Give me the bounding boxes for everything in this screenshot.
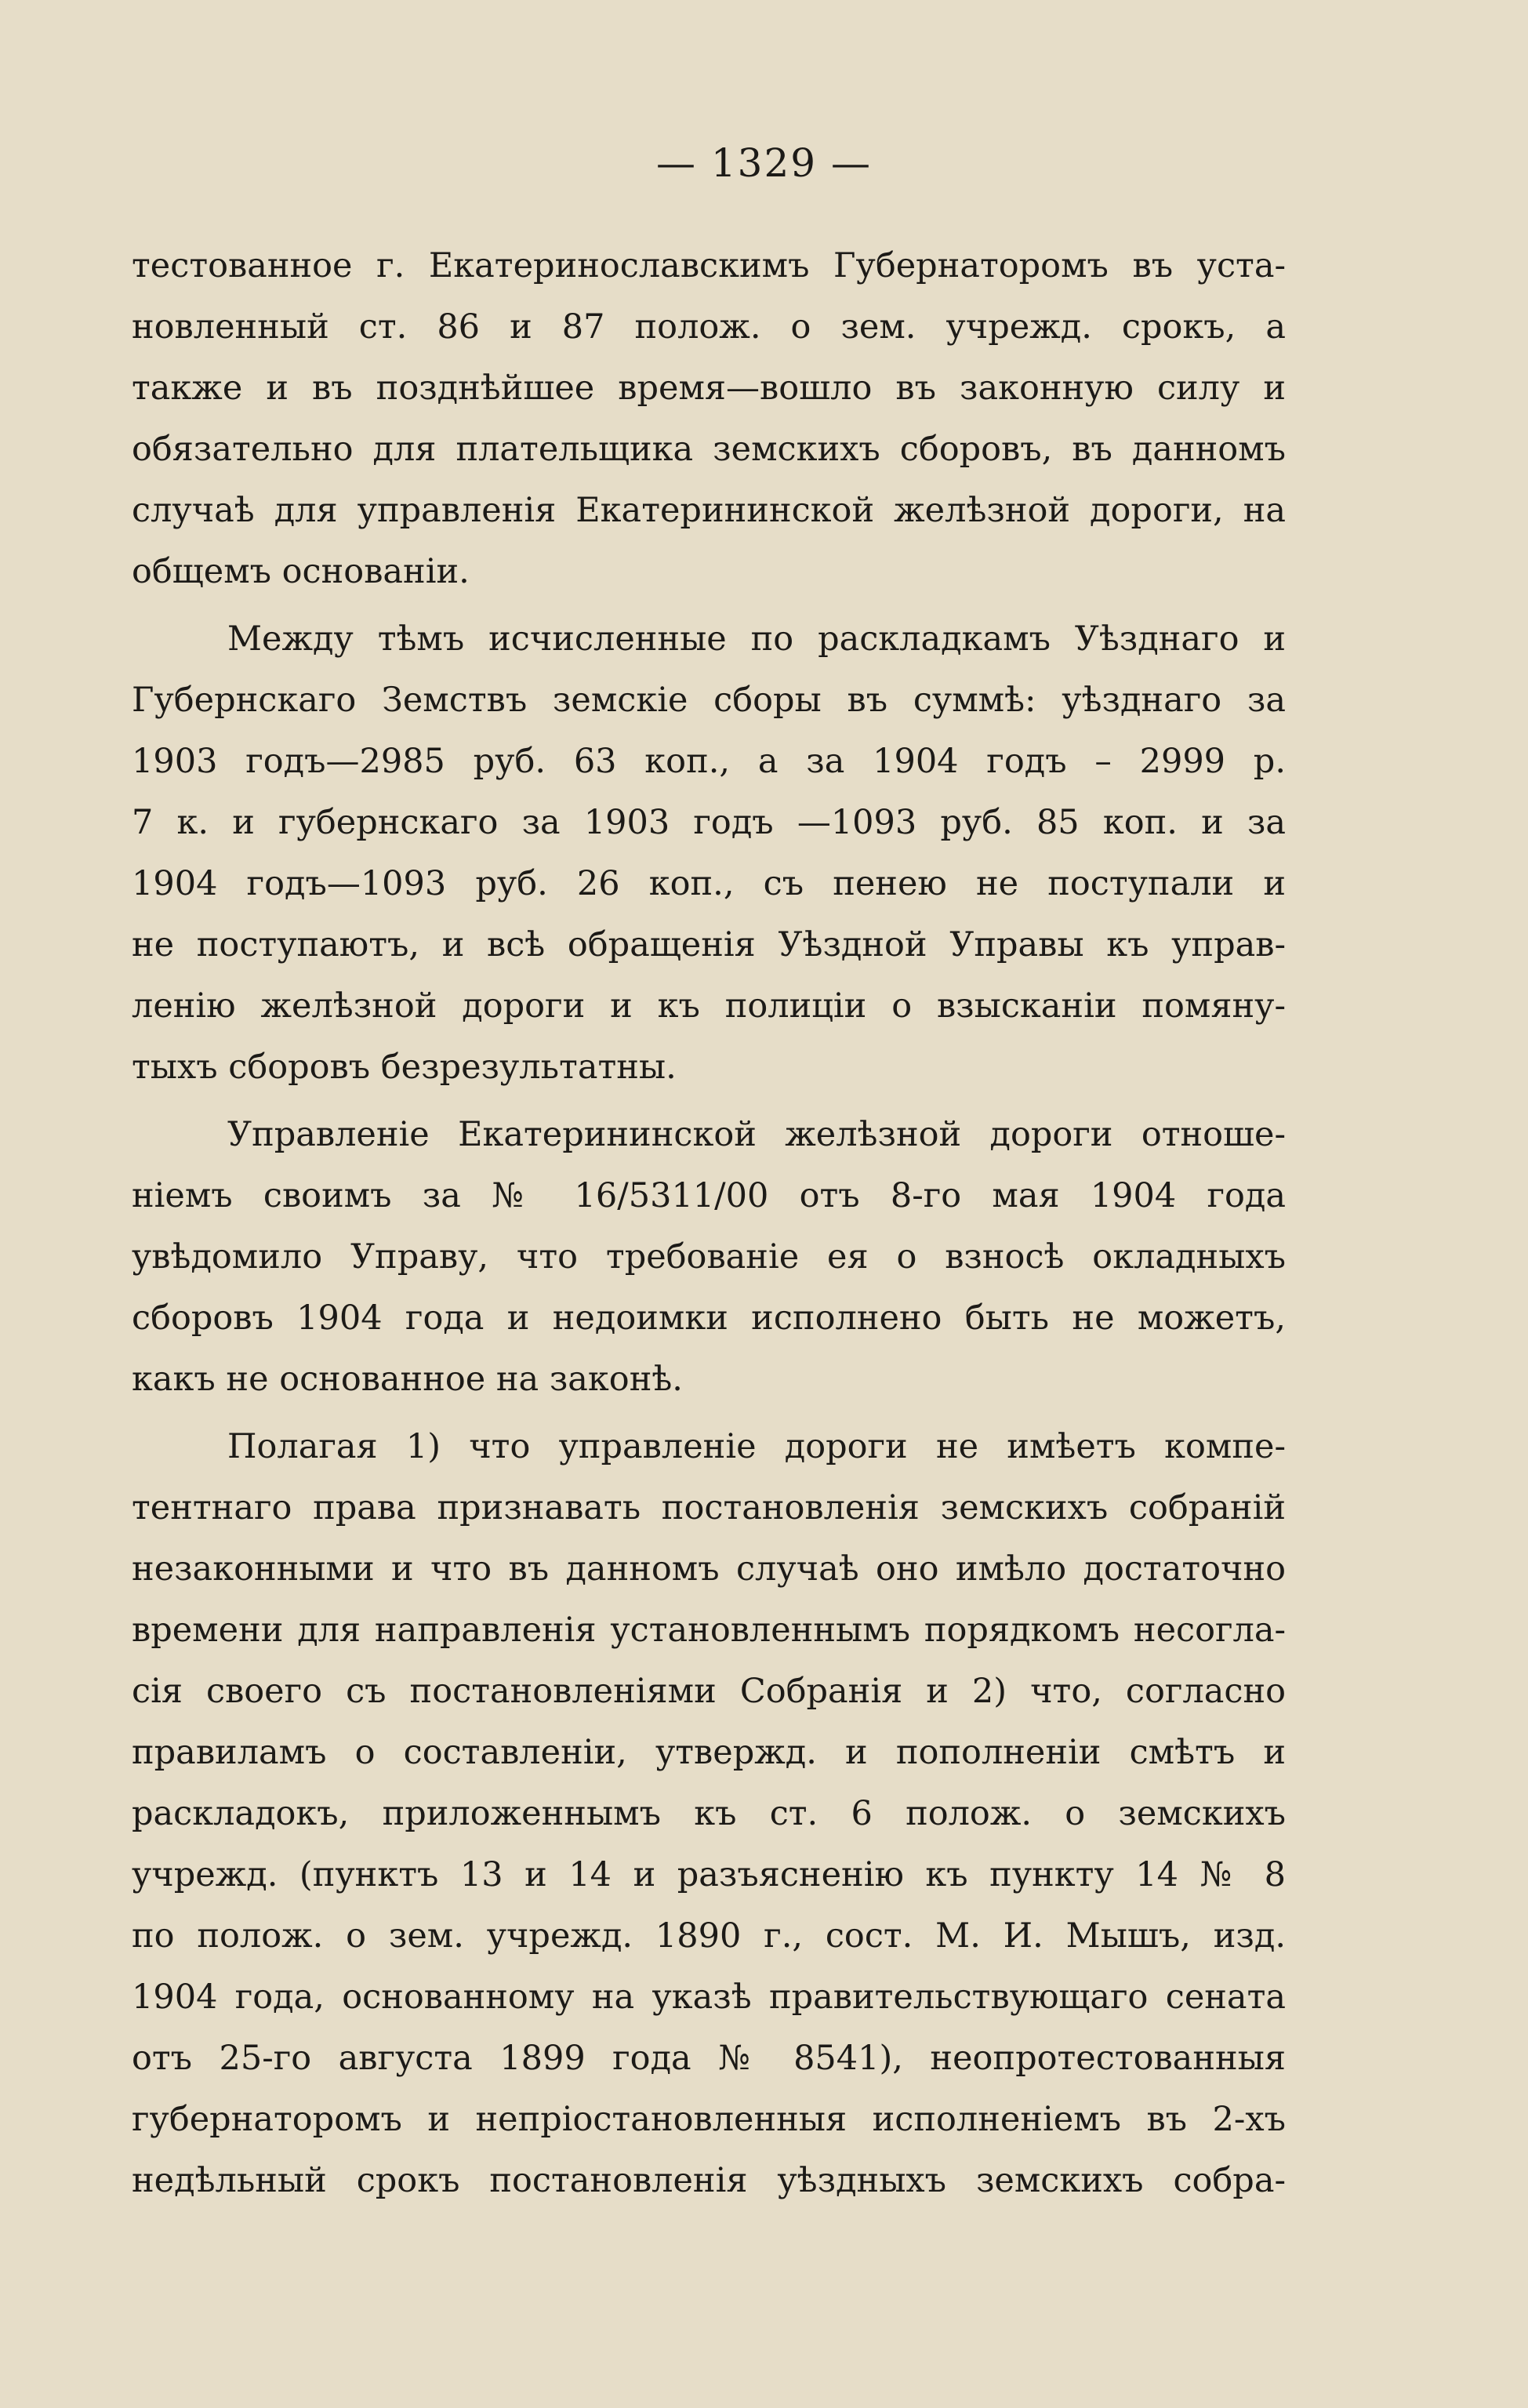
text-line: Полагая 1) что управленіе дороги не имѣетъ компе- [227,1427,1286,1466]
text-line: губернаторомъ и непріостановленныя исполненіемъ въ 2-хъ [132,2100,1286,2139]
text-line: раскладокъ, приложеннымъ къ ст. 6 полож. о земскихъ [132,1794,1286,1833]
text-line: правиламъ о составленіи, утвержд. и пополненіи смѣтъ и [132,1733,1286,1772]
text-line: 1903 годъ—2985 руб. 63 коп., а за 1904 годъ – 2999 р. [132,742,1286,781]
text-line: отъ 25-го августа 1899 года № 8541), неопротестованныя [132,2039,1286,2078]
paragraph-2 [132,608,1286,1098]
text-line: времени для направленія установленнымъ порядкомъ несогла- [132,1611,1286,1650]
text-line: по полож. о зем. учрежд. 1890 г., сост. М. И. Мышъ, изд. [132,1916,1286,1956]
paragraph-1 [132,235,1286,602]
text-line: сія своего съ постановленіями Собранія и 2) что, согласно [132,1672,1286,1711]
text-line: какъ не основанное на законѣ. [132,1360,683,1399]
text-line: незаконными и что въ данномъ случаѣ оно имѣло достаточно [132,1549,1286,1589]
text-line: недѣльный срокъ постановленія уѣздныхъ земскихъ собра- [132,2161,1286,2200]
text-line: не поступаютъ, и всѣ обращенія Уѣздной Управы къ управ- [132,925,1286,964]
text-line: 1904 года, основанному на указѣ правительствующаго сената [132,1978,1286,2017]
text-line: сборовъ 1904 года и недоимки исполнено быть не можетъ, [132,1298,1286,1338]
body-text [132,235,1286,2211]
text-line: Между тѣмъ исчисленные по раскладкамъ Уѣзднаго и [227,619,1286,659]
page-number: — 1329 — [655,140,873,186]
text-line: тентнаго права признавать постановленія земскихъ собраній [132,1488,1286,1527]
text-line: общемъ основаніи. [132,552,470,591]
text-line: обязательно для плательщика земскихъ сборовъ, въ данномъ [132,430,1286,469]
text-line: также и въ позднѣйшее время—вошло въ законную силу и [132,369,1286,408]
text-line: Управленіе Екатерининской желѣзной дороги отноше- [227,1115,1286,1154]
text-line: учрежд. (пунктъ 13 и 14 и разъясненію къ пункту 14 № 8 [132,1855,1286,1894]
text-line: 1904 годъ—1093 руб. 26 коп., съ пенею не поступали и [132,864,1286,903]
paragraph-4 [132,1416,1286,2211]
text-line: тестованное г. Екатеринославскимъ Губернаторомъ въ уста- [132,246,1286,285]
text-line: 7 к. и губернскаго за 1903 годъ —1093 руб. 85 коп. и за [132,803,1286,842]
text-line: Губернскаго Земствъ земскіе сборы въ суммѣ: уѣзднаго за [132,681,1286,720]
text-line: случаѣ для управленія Екатерининской желѣзной дороги, на [132,491,1286,530]
text-line: увѣдомило Управу, что требованіе ея о взносѣ окладныхъ [132,1237,1286,1277]
text-line: ленію желѣзной дороги и къ полиціи о взысканіи помяну- [132,986,1286,1026]
text-line: ніемъ своимъ за № 16/5311/00 отъ 8-го мая 1904 года [132,1176,1286,1215]
text-line: тыхъ сборовъ безрезультатны. [132,1048,677,1087]
text-line: новленный ст. 86 и 87 полож. о зем. учрежд. срокъ, а [132,307,1286,347]
paragraph-3 [132,1104,1286,1410]
